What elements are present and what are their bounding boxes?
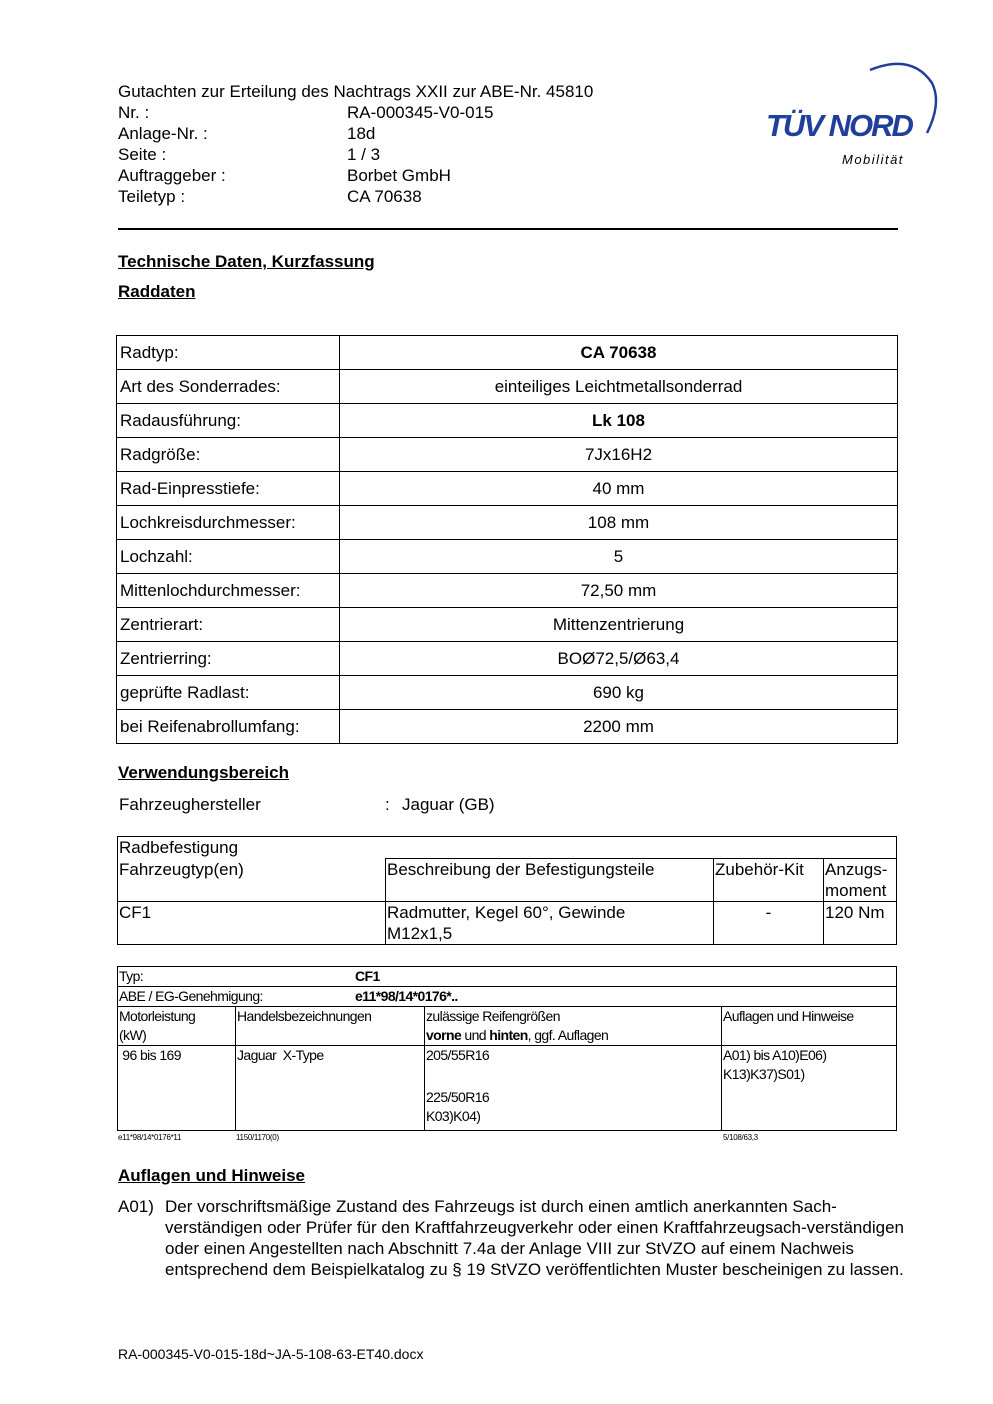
tuev-nord-logo bbox=[762, 58, 942, 170]
header-row-anlage: Anlage-Nr. : 18d bbox=[118, 124, 376, 143]
col-header: Zubehör-Kit bbox=[714, 859, 824, 902]
section-title-verwendung: Verwendungsbereich bbox=[118, 763, 289, 782]
table-row: bei Reifenabrollumfang: 2200 mm bbox=[117, 710, 898, 744]
col-header: Handelsbezeichnungen bbox=[236, 1007, 425, 1046]
table-row: CF1 Radmutter, Kegel 60°, Gewinde M12x1,5 - 120 Nm bbox=[118, 902, 897, 945]
table-row: geprüfte Radlast: 690 kg bbox=[117, 676, 898, 710]
col-header: Beschreibung der Befestigungsteile bbox=[386, 859, 714, 902]
typ-row: Typ: CF1 bbox=[118, 967, 897, 987]
section-title-auflagen: Auflagen und Hinweise bbox=[118, 1166, 306, 1185]
col-header: zulässige Reifengrößen vorne und hinten, ggf. Auflagen bbox=[425, 1007, 722, 1046]
header-row-teiletyp: Teiletyp : CA 70638 bbox=[118, 187, 422, 206]
hersteller-separator: : bbox=[385, 795, 390, 814]
header-row-auftraggeber: Auftraggeber : Borbet GmbH bbox=[118, 166, 451, 185]
typ-footnote: 5/108/63,3 bbox=[723, 1133, 758, 1142]
hersteller-label: Fahrzeughersteller bbox=[119, 795, 261, 814]
table-row: Mittenlochdurchmesser: 72,50 mm bbox=[117, 574, 898, 608]
col-header: Anzugs- moment bbox=[824, 859, 897, 902]
table-row: Lochkreisdurchmesser: 108 mm bbox=[117, 506, 898, 540]
table-row: 96 bis 169 Jaguar X-Type 205/55R16 225/50R16 K03)K04) A01) bis A10)E06) K13)K37)S01) bbox=[118, 1046, 897, 1131]
table-row: Art des Sonderrades: einteiliges Leichtmetallsonderrad bbox=[117, 370, 898, 404]
col-header: Fahrzeugtyp(en) bbox=[118, 859, 386, 902]
section-title-tech: Technische Daten, Kurzfassung bbox=[118, 252, 375, 271]
table-row: Zentrierart: Mittenzentrierung bbox=[117, 608, 898, 642]
table-row: Rad-Einpresstiefe: 40 mm bbox=[117, 472, 898, 506]
table-row: Radtyp: CA 70638 bbox=[117, 336, 898, 370]
raddaten-table bbox=[116, 335, 898, 744]
header-row-nr: Nr. : RA-000345-V0-015 bbox=[118, 103, 494, 122]
radbefestigung-table bbox=[117, 836, 897, 945]
col-header: Auflagen und Hinweise bbox=[722, 1007, 897, 1046]
befestigung-title: Radbefestigung bbox=[118, 837, 897, 859]
typ-footnote: e11*98/14*0176*11 bbox=[118, 1133, 182, 1142]
svg-text:Mobilität: Mobilität bbox=[842, 152, 904, 167]
header-row-seite: Seite : 1 / 3 bbox=[118, 145, 381, 164]
page-footer: RA-000345-V0-015-18d~JA-5-108-63-ET40.docx bbox=[118, 1346, 424, 1362]
header-title: Gutachten zur Erteilung des Nachtrags XXII zur ABE-Nr. 45810 bbox=[118, 82, 594, 101]
typ-footnote: 1150/1170(0) bbox=[236, 1133, 279, 1142]
table-row: Lochzahl: 5 bbox=[117, 540, 898, 574]
table-row: Radausführung: Lk 108 bbox=[117, 404, 898, 438]
table-row: Radgröße: 7Jx16H2 bbox=[117, 438, 898, 472]
header-divider bbox=[118, 228, 898, 230]
section-title-raddaten: Raddaten bbox=[118, 282, 196, 301]
svg-text:TÜV NORD: TÜV NORD bbox=[766, 108, 912, 143]
fahrzeugtyp-table bbox=[117, 966, 897, 1131]
col-header: Motorleistung (kW) bbox=[118, 1007, 236, 1046]
abe-row: ABE / EG-Genehmigung: e11*98/14*0176*.. bbox=[118, 987, 897, 1007]
table-row: Zentrierring: BOØ72,5/Ø63,4 bbox=[117, 642, 898, 676]
hersteller-value: Jaguar (GB) bbox=[402, 795, 495, 814]
